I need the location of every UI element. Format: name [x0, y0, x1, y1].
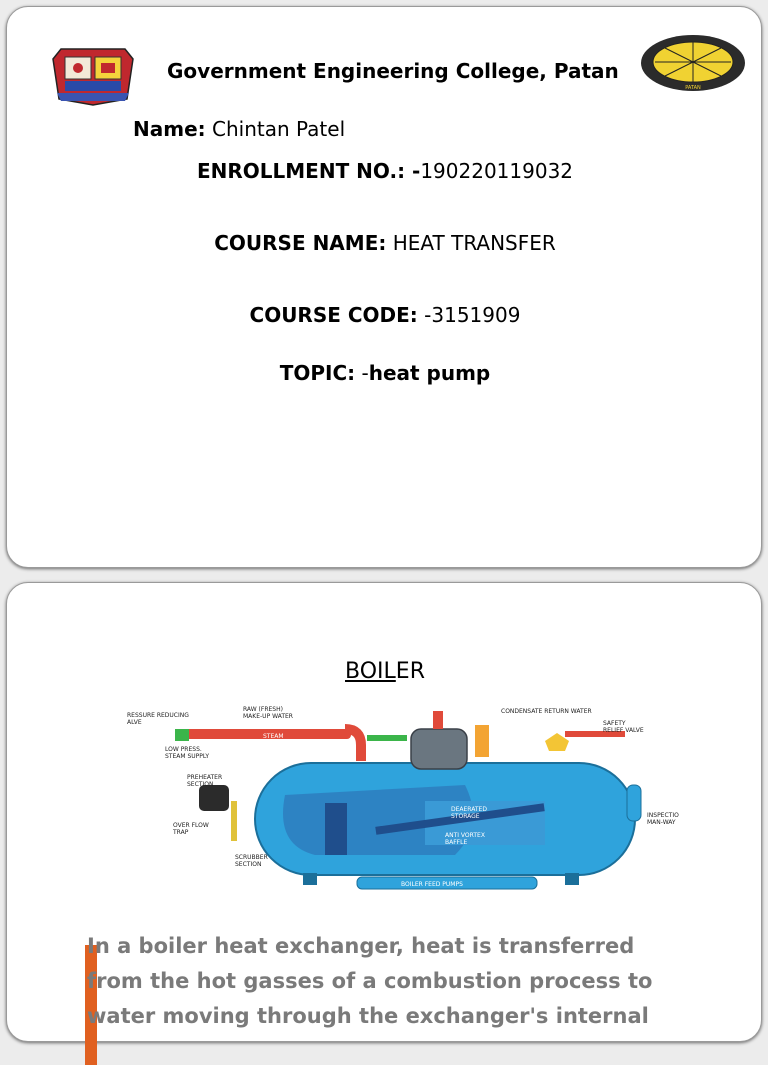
topic-label: TOPIC: [279, 361, 356, 385]
svg-text:MAN-WAY: MAN-WAY [647, 819, 676, 826]
label-deaerated: DEAERATED [451, 806, 487, 813]
course-name-label: COURSE NAME: [214, 231, 387, 255]
svg-text:PATAN: PATAN [685, 85, 701, 91]
label-raw-water: RAW (FRESH) [243, 706, 283, 713]
label-anti-vortex: ANTI VORTEX [445, 832, 485, 839]
slide-title [7, 659, 763, 684]
course-code-label: COURSE CODE: [249, 303, 418, 327]
svg-text:BAFFLE: BAFFLE [445, 839, 468, 846]
topic-line [7, 361, 763, 385]
label-scrubber: SCRUBBER [235, 854, 268, 861]
title-underlined: BOIL [345, 659, 396, 684]
label-low-press: LOW PRESS. [165, 746, 202, 753]
label-steam: STEAM [263, 733, 284, 740]
svg-text:MAKE-UP WATER: MAKE-UP WATER [243, 713, 293, 720]
boiler-slide [6, 582, 762, 1042]
label-pressure-reducing-valve: RESSURE REDUCING [127, 712, 189, 719]
name-label: Name: [133, 117, 206, 141]
topic-dash: - [355, 361, 369, 385]
course-name-line [7, 231, 763, 255]
label-preheater: PREHEATER [187, 774, 223, 781]
label-feed-pumps: BOILER FEED PUMPS [401, 881, 463, 888]
gec-patan-logo [639, 33, 747, 93]
topic-value: heat pump [368, 361, 491, 385]
svg-text:RELIEF VALVE: RELIEF VALVE [603, 727, 644, 734]
boiler-diagram [125, 705, 687, 901]
name-line [133, 117, 345, 141]
label-safety: SAFETY [603, 720, 626, 727]
college-name: Government Engineering College, Patan [167, 59, 619, 83]
svg-text:SECTION: SECTION [187, 781, 214, 788]
gtu-logo [47, 43, 139, 107]
label-condensate: CONDENSATE RETURN WATER [501, 708, 592, 715]
label-overflow: OVER FLOW [173, 822, 209, 829]
svg-text:ALVE: ALVE [127, 719, 142, 726]
course-code-line [7, 303, 763, 327]
svg-text:SECTION: SECTION [235, 861, 262, 868]
svg-text:STORAGE: STORAGE [451, 813, 480, 820]
svg-text:STEAM SUPPLY: STEAM SUPPLY [165, 753, 210, 760]
enrollment-value: 190220119032 [420, 159, 574, 183]
label-inspection: INSPECTIO [647, 812, 679, 819]
course-name-value: HEAT TRANSFER [386, 231, 556, 255]
title-rest: ER [395, 659, 425, 684]
enrollment-line [7, 159, 763, 183]
svg-text:TRAP: TRAP [173, 829, 189, 836]
boiler-description: In a boiler heat exchanger, heat is transferred from the hot gasses of a combustion process to water moving through the exchanger's internal [87, 934, 653, 1028]
name-value: Chintan Patel [205, 117, 346, 141]
course-code-value: -3151909 [417, 303, 521, 327]
enrollment-label: ENROLLMENT NO.: - [196, 159, 421, 183]
title-slide [6, 6, 762, 568]
